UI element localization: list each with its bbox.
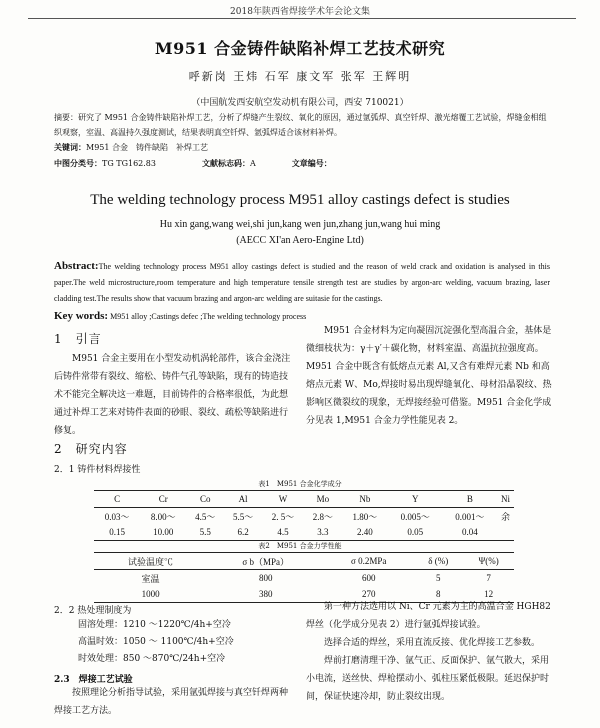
keywords-cn <box>54 142 208 153</box>
title-en: The welding technology process M951 alloy castings defect is studies <box>90 192 510 208</box>
table-2-header-cell: δ (%) <box>428 556 449 566</box>
table-1-cell: 1.80～ <box>352 511 378 522</box>
section-2-heading: 2 研究内容 <box>54 442 128 456</box>
table-1-header-cell: Nb <box>359 494 371 504</box>
table-2-cell: 12 <box>484 589 494 599</box>
table-2-cell: 7 <box>486 573 491 583</box>
table-1-cell: 3.3 <box>317 527 329 537</box>
table-1-header-cell: Al <box>238 494 248 504</box>
table-1-header-cell: B <box>466 494 473 504</box>
table-1 <box>94 490 514 541</box>
table-2-cell: 8 <box>435 589 441 599</box>
table-1-cell: 4.5 <box>277 527 289 537</box>
table-2-cell: 270 <box>361 589 376 599</box>
table-2-header-cell: σ b（MPa） <box>242 556 289 567</box>
table-1-header-row <box>94 491 514 508</box>
abstract-en <box>54 258 550 307</box>
section-1-paragraph-left: M951 合金主要用在小型发动机涡轮部件，该合金浇注后铸件常带有裂纹、缩松、铸件气孔等缺陷，现有的铸造技术不能完全解决这一难题，目前铸件的合格率很低，为此想通过补焊工艺来对铸件表面的砂眼、裂纹、疏松等缺陷进行修复。 <box>54 354 291 436</box>
table-1-cell: 5.5 <box>199 527 211 537</box>
keywords-en-label: Key words: <box>54 310 109 322</box>
clc-label: 中图分类号： <box>54 158 102 168</box>
table-1-caption: 表1 M951 合金化学成分 <box>258 480 342 488</box>
table-2-cell: 600 <box>361 573 376 583</box>
table-2-cell: 380 <box>258 589 273 599</box>
section-2-3-body <box>54 684 292 720</box>
table-2-header-cell: Ψ(%) <box>478 556 499 566</box>
table-1-cell: 0.005～ <box>400 511 430 522</box>
wire-selection-paragraph: 选择合适的焊丝，采用直流反接、优化焊接工艺参数。 <box>324 638 541 648</box>
table-1-cell: 2.40 <box>356 527 373 537</box>
table-2-header-row <box>94 553 514 570</box>
table-1-cell: 2. 5～ <box>271 511 295 522</box>
table-2 <box>94 552 514 603</box>
table-1-cell: 余 <box>501 511 511 522</box>
section-1-heading: 1 引言 <box>54 332 102 346</box>
table-1-header-cell: Y <box>411 494 419 504</box>
table-1-cell: 4.5～ <box>195 511 216 522</box>
table-1-cell: 0.001～ <box>455 511 485 522</box>
article-label: 文章编号： <box>291 158 332 168</box>
doc-label: 文献标志码： <box>202 158 250 168</box>
table-1-cell: 5.5～ <box>232 511 254 522</box>
heat-treatment-list <box>78 617 316 668</box>
table-2-header-cell: σ 0.2MPa <box>351 556 387 566</box>
table-1-cell <box>497 524 514 541</box>
section-2-3-heading: 2.3 焊接工艺试验 <box>54 675 133 685</box>
keywords-cn-text: M951 合金 铸件缺陷 补焊工艺 <box>86 143 209 152</box>
section-1-paragraph-right: M951 合金材料为定向凝固沉淀强化型高温合金，基体是微细枝状为：γ＋γ′＋碳化物，材料室温、高温抗拉强度高。M951 合金中既含有低熔点元素 Al,又含有难焊元素 Nb 和高熔点元素 W、Mo,焊接时易出现焊缝氧化、母材沿晶裂纹、热影响区微裂纹的现象，无焊接经验可借鉴。M951 合金化学成分见表 1,M951 合金力学性能见表 2。 <box>306 326 552 426</box>
heat-treatment-item: 高温时效：1050 ～ 1100℃/4h+空冷 <box>78 637 234 647</box>
affiliation-cn: （中国航发西安航空发动机有限公司，西安 710021） <box>191 98 409 108</box>
classification <box>54 158 332 169</box>
table-1-header-cell: C <box>114 494 121 504</box>
table-1-cell: 0.04 <box>461 527 478 537</box>
heat-treatment-item: 固溶处理：1210 ～1220℃/4h+空冷 <box>78 620 231 630</box>
authors-en: Hu xin gang,wang wei,shi jun,kang wen jun,zhang jun,wang hui ming <box>159 219 441 230</box>
table-2-header-cell: 试验温度℃ <box>128 556 174 567</box>
abstract-cn-label: 摘要： <box>54 113 78 122</box>
doc-value: A <box>250 159 256 168</box>
section-2-2-heading: 2．2 热处理制度为 <box>54 606 132 616</box>
table-1-header-cell: W <box>278 494 288 504</box>
table-1-header-cell: Co <box>200 494 211 504</box>
table-1-cell: 0.15 <box>109 527 125 537</box>
abstract-cn-text: 研究了 M951 合金铸件缺陷补焊工艺，分析了焊缝产生裂纹、氧化的原因，通过氩弧焊、真空钎焊、激光熔覆工艺试验，焊缝金相组织观察，室温、高温持久强度测试，结果表明真空钎焊、氩弧焊适合该材料补焊。 <box>54 113 547 137</box>
table-2-cell: 5 <box>435 573 441 583</box>
section-2-3-paragraph: 按照理论分析指导试验，采用氩弧焊接与真空钎焊两种焊接工艺方法。 <box>54 688 289 716</box>
table-1-row <box>94 524 514 541</box>
table-1-header-cell: Cr <box>158 494 168 504</box>
keywords-en-text: M951 alloy ;Castings defec ;The welding technology process <box>110 312 307 321</box>
affiliation-en: (AECC XI'an Aero-Engine Ltd) <box>236 235 364 246</box>
title-cn: M951 合金铸件缺陷补焊工艺技术研究 <box>154 39 446 58</box>
abstract-en-label: Abstract: <box>54 260 99 272</box>
heat-treatment-item: 时效处理：850 ～870℃/24h+空冷 <box>78 654 226 664</box>
section-1-left-column <box>54 350 292 440</box>
section-2-1-heading: 2．1 铸件材料焊接性 <box>54 465 141 475</box>
table-1-row <box>94 508 514 525</box>
abstract-cn <box>54 110 550 140</box>
header-rule <box>28 18 576 19</box>
table-2-cell: 室温 <box>141 573 160 584</box>
abstract-en-text: The welding technology process M951 alloy castings defect is studied and the reason of weld crack and oxidation is analysed in this paper.The weld microstructure,room temperature and high temperature tensile strength test are studies by argon-arc welding, vacuum brazing, laser cladding test.The results show that vacuum brazing and argon-arc welding are suitasie for the castings. <box>54 262 550 303</box>
table-1-header-cell: Mo <box>316 494 330 504</box>
keywords-en <box>54 310 306 322</box>
table-2-caption: 表2 M951 合金力学性能 <box>258 542 342 550</box>
table-1-cell: 0.03～ <box>104 511 130 522</box>
table-1-cell: 0.05 <box>407 527 424 537</box>
table-1-cell: 8.00～ <box>150 511 176 522</box>
keywords-cn-label: 关键词： <box>54 142 86 152</box>
table-1-header-cell: Ni <box>501 494 511 504</box>
table-1-cell: 10.00 <box>153 527 174 537</box>
authors-cn: 呼新岗 王炜 石军 康文军 张军 王辉明 <box>188 70 412 83</box>
table-2-row <box>94 570 514 587</box>
right-column-bottom <box>306 598 556 706</box>
table-2-cell: 800 <box>258 573 273 583</box>
section-1-right-column <box>306 322 556 430</box>
table-2-cell: 1000 <box>141 589 160 599</box>
pre-weld-paragraph: 焊前打磨清理干净、氩气正、反面保护、氩气散大，采用小电流，送丝快、焊枪摆动小、弧柱压紧低极限。延迟保护时间，保证快速冷却，防止裂纹出现。 <box>306 656 550 702</box>
running-header: 2018年陕西省焊接学术年会论文集 <box>230 7 370 17</box>
clc-value: TG TG162.83 <box>102 159 156 168</box>
table-1-cell: 2.8～ <box>312 511 333 522</box>
table-1-cell: 6.2 <box>237 527 249 537</box>
argon-arc-paragraph: 第一种方法选用以 Ni、Cr 元素为主的高温合金 HGH82 焊丝（化学成分见表 2）进行氩弧焊接试验。 <box>306 602 551 630</box>
